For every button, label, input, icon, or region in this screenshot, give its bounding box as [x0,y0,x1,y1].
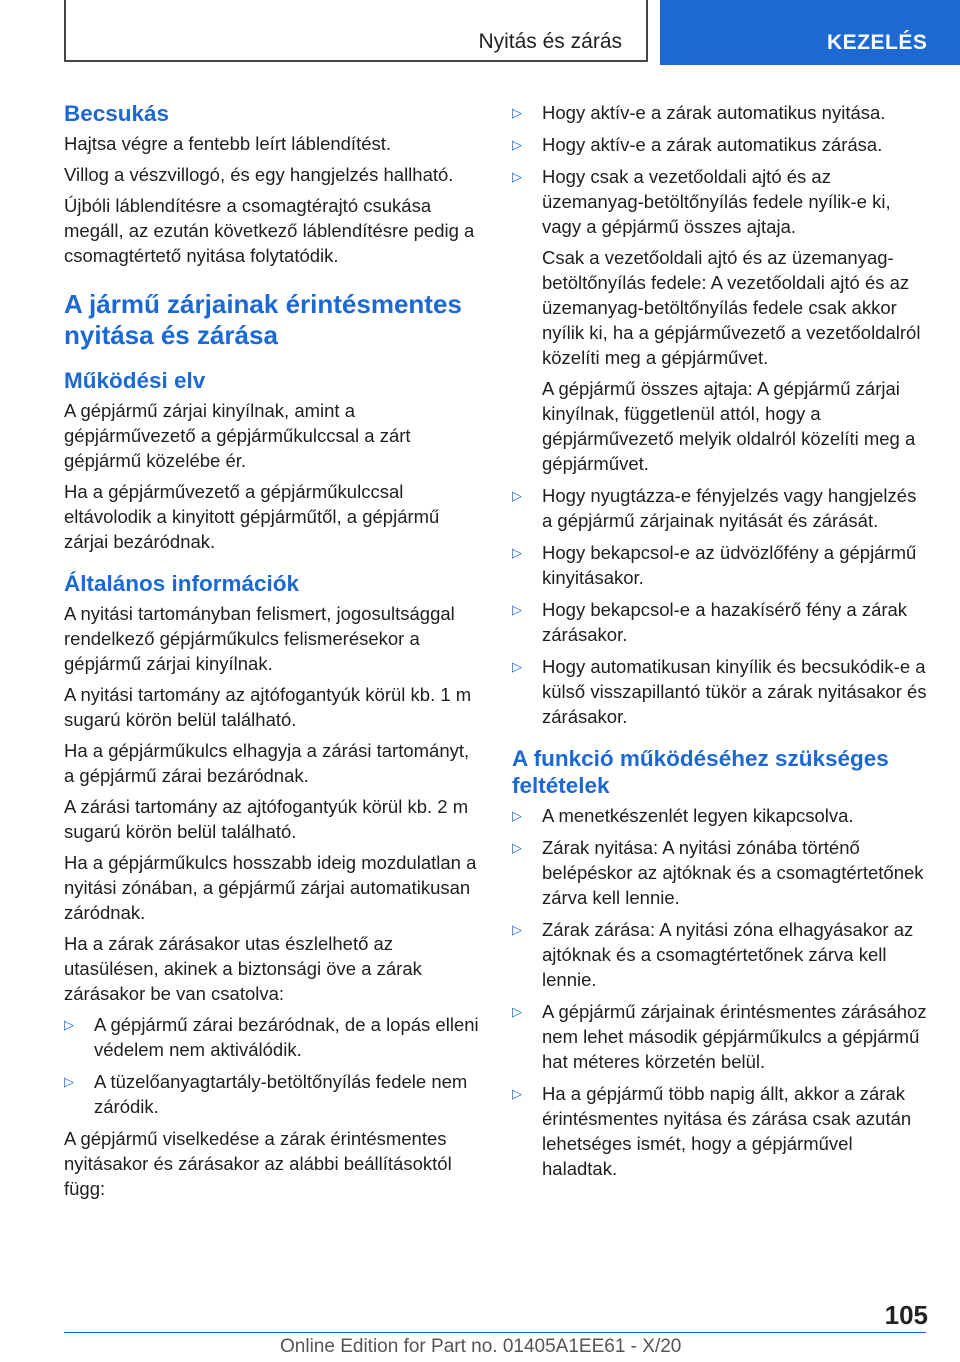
paragraph: Újbóli láblendítésre a csomagtérajtó csukása megáll, az ezután következő láblendítésre pedig a csomagtértető nyitása folytatódik. [64,195,475,266]
closing-heading: Becsukás [64,101,170,126]
requirements-heading: A funkció működéséhez szükséges feltételek [512,746,889,798]
general-heading: Általános információk [64,571,300,596]
paragraph: Ha a gépjárműkulcs elhagyja a zárási tartományt, a gépjármű zárai bezáródnak. [64,740,470,786]
footer-edition: Online Edition for Part no. 01405A1EE61 - X/20 [280,1336,682,1357]
list-item: ▷ Hogy automatikusan kinyílik és becsukódik-e a külső visszapillantó tükör a zárak nyitásakor és zárásakor. [512,656,927,727]
list-item: ▷ A gépjármű zárai bezáródnak, de a lopás elleni védelem nem aktiválódik. [64,1014,479,1060]
triangle-bullet-icon: ▷ [512,840,522,855]
paragraph: Ha a gépjárműkulcs hosszabb ideig mozdulatlan a nyitási zónában, a gépjármű zárjai automatikusan záródnak. [64,852,477,923]
chapter-label: KEZELÉS [827,31,928,54]
triangle-bullet-icon: ▷ [64,1074,74,1089]
right-column [512,100,928,1188]
triangle-bullet-icon: ▷ [512,1086,522,1101]
paragraph: Villog a vészvillogó, és egy hangjelzés hallható. [64,164,454,185]
triangle-bullet-icon: ▷ [512,488,522,503]
footer-divider [64,1332,926,1333]
chapter-tab [660,0,960,65]
paragraph: Ha a gépjárművezető a gépjárműkulccsal eltávolodik a kinyitott gépjárműtől, a gépjármű zárjai bezáródnak. [64,481,440,552]
triangle-bullet-icon: ▷ [512,105,522,120]
paragraph: A zárási tartomány az ajtófogantyúk körül kb. 2 m sugarú körön belül található. [64,796,469,842]
paragraph: A nyitási tartomány az ajtófogantyúk körül kb. 1 m sugarú körön belül található. [64,684,472,730]
bullet-list [64,1012,480,1119]
list-item: ▷ A gépjármű zárjainak érintésmentes zárásához nem lehet második gépjárműkulcs a gépjármű hat méteres körzetén belül. [512,1001,927,1072]
paragraph: A gépjármű viselkedése a zárak érintésmentes nyitásakor és zárásakor az alábbi beállításoktól függ: [64,1128,452,1199]
page-header [0,0,960,66]
list-item: ▷ Hogy aktív-e a zárak automatikus zárása. [512,134,883,155]
list-item: ▷ Hogy bekapcsol-e az üdvözlőfény a gépjármű kinyitásakor. [512,542,917,588]
triangle-bullet-icon: ▷ [512,1004,522,1019]
page-number: 105 [884,1300,928,1330]
list-item: ▷ Zárak zárása: A nyitási zóna elhagyásakor az ajtóknak és a csomagtértetőnek zárva kell lennie. [512,919,914,990]
list-item: ▷ Ha a gépjármű több napig állt, akkor a zárak érintésmentes nyitása és zárása csak azután lehetséges ismét, hogy a gépjárművel haladtak. [512,1083,912,1179]
header-frame [64,0,648,62]
principle-heading: Működési elv [64,368,206,393]
bullet-list [512,100,928,729]
triangle-bullet-icon: ▷ [64,1017,74,1032]
list-item: ▷ Hogy nyugtázza-e fényjelzés vagy hangjelzés a gépjármű zárjainak nyitását és zárását. [512,485,917,531]
main-heading: A jármű zárjainak érintésmentes nyitása és zárása [64,289,462,350]
section-title: Nyitás és zárás [478,30,622,53]
list-item: ▷ Hogy aktív-e a zárak automatikus nyitása. [512,102,886,123]
bullet-list [512,803,928,1181]
triangle-bullet-icon: ▷ [512,808,522,823]
list-item: ▷ Hogy csak a vezetőoldali ajtó és az üzemanyag-betöltőnyílás fedele nyílik-e ki, vagy a gépjármű összes ajtaja. Csak a vezetőoldali ajtó és az üzemanyag-betöltőnyílás fedele: A vezetőoldali ajtó és az üzemanyag-betöltőnyílás fedele csak akkor nyílik ki, ha a gépjárművezető a vezetőoldalról közelíti meg a gépjárművet. A gépjármű összes ajtaja: A gépjármű zárjai kinyílnak, függetlenül attól, hogy a gépjárművezető melyik oldalról közelíti meg a gépjárművet. [512,164,928,476]
triangle-bullet-icon: ▷ [512,659,522,674]
list-item: ▷ Zárak nyitása: A nyitási zónába történő belépéskor az ajtóknak és a csomagtértetőnek zárva kell lennie. [512,837,924,908]
triangle-bullet-icon: ▷ [512,545,522,560]
paragraph: A gépjármű zárjai kinyílnak, amint a gépjárművezető a gépjárműkulccsal a zárt gépjármű közelébe ér. [64,400,411,471]
triangle-bullet-icon: ▷ [512,169,522,184]
left-column [64,100,480,1207]
triangle-bullet-icon: ▷ [512,922,522,937]
paragraph: Hajtsa végre a fentebb leírt láblendítést. [64,133,392,154]
list-item: ▷ A tüzelőanyagtartály-betöltőnyílás fedele nem záródik. [64,1071,468,1117]
list-item: ▷ A menetkészenlét legyen kikapcsolva. [512,805,854,826]
triangle-bullet-icon: ▷ [512,602,522,617]
sub-paragraph: A gépjármű összes ajtaja: A gépjármű zárjai kinyílnak, függetlenül attól, hogy a gépjárművezető melyik oldalról közelíti meg a gépjárművet. [542,378,916,474]
paragraph: A nyitási tartományban felismert, jogosultsággal rendelkező gépjárműkulcs felismerésekor a gépjármű zárjai kinyílnak. [64,603,455,674]
sub-paragraph: Csak a vezetőoldali ajtó és az üzemanyag-betöltőnyílás fedele: A vezetőoldali ajtó és az üzemanyag-betöltőnyílás fedele csak akkor nyílik ki, ha a gépjárművezető a vezetőoldalról közelíti meg a gépjárművet. [542,247,921,368]
paragraph: Ha a zárak zárásakor utas észlelhető az utasülésen, akinek a biztonsági öve a zárak zárásakor be van csatolva: [64,933,422,1004]
triangle-bullet-icon: ▷ [512,137,522,152]
list-item: ▷ Hogy bekapcsol-e a hazakísérő fény a zárak zárásakor. [512,599,908,645]
